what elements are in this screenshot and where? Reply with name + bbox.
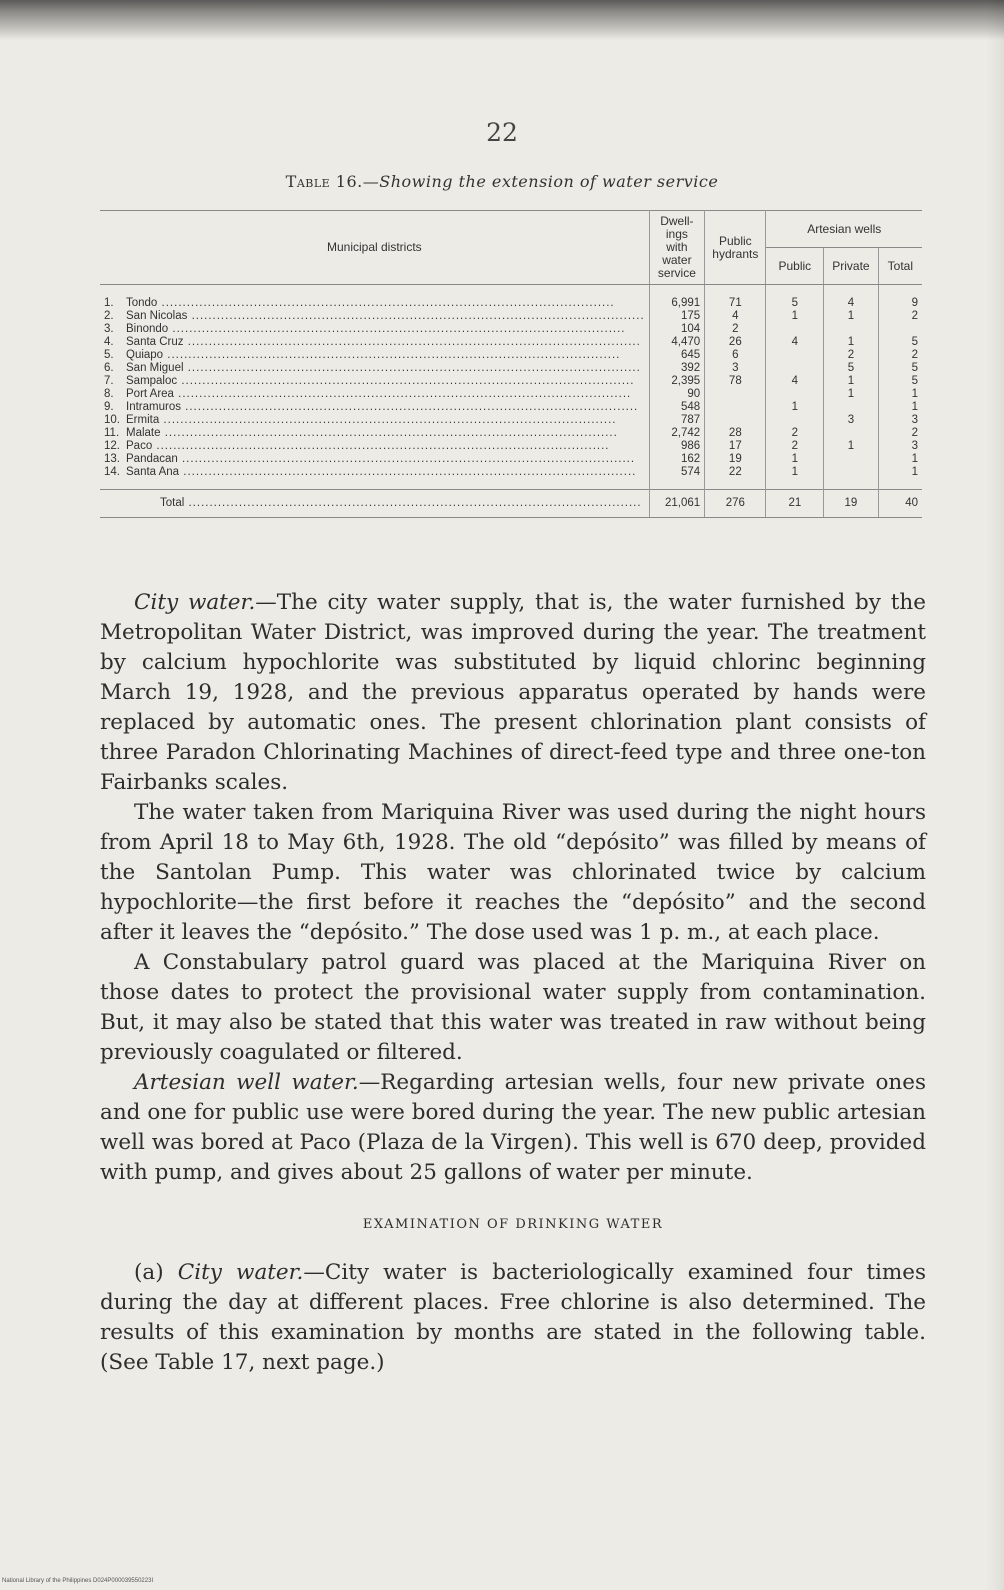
table-row — [100, 388, 922, 401]
hydrants-cell: 22 — [705, 466, 766, 490]
paragraph-artesian-text: —Regarding artesian wells, four new private ones and one for public use were bored during the year. The new public artesian well was bored at Paco (Plaza de la Virgen). This well is 670 deep, provided with pump, and gives about 25 gallons of water per minute. — [100, 1070, 927, 1185]
dwellings-cell: 645 — [649, 349, 705, 362]
public-cell: 4 — [766, 336, 824, 349]
district-cell — [100, 375, 649, 388]
dwellings-cell: 392 — [649, 362, 705, 375]
private-cell: 1 — [824, 310, 879, 323]
total-cell: 2 — [911, 310, 918, 322]
total-private: 19 — [824, 490, 879, 518]
table-row — [100, 336, 922, 349]
private-cell — [824, 453, 879, 466]
row-number: 1. — [104, 297, 114, 309]
hydrants-cell: 78 — [705, 375, 766, 388]
table-row — [100, 453, 922, 466]
total-hydrants: 276 — [705, 490, 766, 518]
dwellings-cell: 574 — [649, 466, 705, 490]
private-cell — [824, 401, 879, 414]
public-cell: 2 — [766, 440, 824, 453]
total-cell: 2 — [911, 427, 918, 439]
table-row — [100, 285, 922, 311]
row-number: 2. — [104, 310, 114, 322]
section-heading: EXAMINATION OF DRINKING WATER — [362, 1217, 664, 1232]
row-number: 8. — [104, 388, 114, 400]
row-number: 5. — [104, 349, 114, 361]
total-cell: 5 — [911, 336, 918, 348]
paragraph-city-water-text: —The city water supply, that is, the water furnished by the Metropolitan Water District, was improved during the year. The treatment by calcium hypochlorite was substituted by liquid chlorinc beginning March 19, 1928, and the previous apparatus operated by hands were replaced by automatic ones. The present chlorination plant consists of three Paradon Chlorinating Machines of direct-feed type and three one-ton Fairbanks scales. — [100, 590, 926, 795]
scan-top-edge — [0, 0, 1004, 40]
total-cell: 1 — [911, 453, 918, 465]
public-cell: 1 — [766, 310, 824, 323]
district-name: Pandacan — [126, 453, 178, 465]
body-text — [100, 588, 926, 1378]
public-cell — [766, 323, 824, 336]
paragraph-prefix: (a) — [134, 1260, 178, 1285]
district-name: Tondo — [126, 297, 158, 309]
header-artesian-private: Private — [824, 248, 879, 285]
library-footer-note: National Library of the Philippines D024P000039550223I — [2, 1578, 154, 1584]
public-cell — [766, 349, 824, 362]
paragraph-mariquina-river: The water taken from Mariquina River was used during the night hours from April 18 to May 6th, 1928. The old “depósito” was filled by means of the Santolan Pump. This water was chlorinated twice by calcium hypochlorite—the first before it reaches the “depósito” and the second after it leaves the “depósito.” The dose used was 1 p. m., at each place. — [100, 800, 926, 945]
public-cell: 1 — [766, 453, 824, 466]
private-cell: 1 — [824, 336, 879, 349]
district-cell — [100, 388, 649, 401]
district-cell — [100, 427, 649, 440]
total-cell: 9 — [911, 297, 918, 309]
row-number: 3. — [104, 323, 114, 335]
private-cell: 1 — [824, 375, 879, 388]
private-cell: 2 — [824, 349, 879, 362]
total-cell: 5 — [911, 375, 918, 387]
total-label: Total — [160, 497, 185, 509]
total-cell: 3 — [911, 414, 918, 426]
district-name: Port Area — [126, 388, 174, 400]
row-number: 12. — [104, 440, 120, 452]
hydrants-cell: 26 — [705, 336, 766, 349]
table-caption — [0, 172, 1004, 191]
table-row — [100, 362, 922, 375]
district-cell — [100, 466, 649, 490]
private-cell — [824, 323, 879, 336]
district-name: San Nicolas — [126, 310, 188, 322]
table-body — [100, 285, 922, 490]
dwellings-cell: 986 — [649, 440, 705, 453]
private-cell: 5 — [824, 362, 879, 375]
district-cell — [100, 323, 649, 336]
private-cell — [824, 427, 879, 440]
district-name: Binondo — [126, 323, 169, 335]
public-cell: 2 — [766, 427, 824, 440]
paragraph-examination-city-water — [100, 1258, 926, 1378]
public-cell: 4 — [766, 375, 824, 388]
row-number: 14. — [104, 466, 120, 478]
total-cell: 1 — [911, 466, 918, 478]
table-row — [100, 349, 922, 362]
private-cell: 4 — [824, 285, 879, 311]
district-cell — [100, 336, 649, 349]
public-cell: 1 — [766, 466, 824, 490]
row-number: 10. — [104, 414, 120, 426]
district-name: Paco — [126, 440, 153, 452]
district-name: Ermita — [126, 414, 160, 426]
header-public-hydrants: Public hydrants — [705, 211, 766, 285]
table-row — [100, 375, 922, 388]
run-in-heading-artesian-well-water: Artesian well water. — [134, 1070, 359, 1095]
dwellings-cell: 162 — [649, 453, 705, 466]
public-cell — [766, 388, 824, 401]
row-number: 11. — [104, 427, 120, 439]
district-cell — [100, 401, 649, 414]
total-total: 40 — [878, 490, 922, 518]
district-name: Intramuros — [126, 401, 181, 413]
total-public: 21 — [766, 490, 824, 518]
table-row — [100, 414, 922, 427]
district-cell — [100, 440, 649, 453]
row-number: 9. — [104, 401, 114, 413]
hydrants-cell: 4 — [705, 310, 766, 323]
district-cell — [100, 362, 649, 375]
total-cell: 1 — [911, 388, 918, 400]
hydrants-cell: 71 — [705, 285, 766, 311]
table-row — [100, 323, 922, 336]
hydrants-cell: 3 — [705, 362, 766, 375]
district-cell — [100, 310, 649, 323]
district-cell — [100, 414, 649, 427]
hydrants-cell — [705, 414, 766, 427]
dwellings-cell: 6,991 — [649, 285, 705, 311]
row-number: 13. — [104, 453, 120, 465]
table-total-row — [100, 490, 922, 518]
table-caption-text: —Showing the extension of water service — [362, 172, 719, 191]
page-number: 22 — [486, 118, 518, 147]
district-cell — [100, 349, 649, 362]
hydrants-cell: 6 — [705, 349, 766, 362]
total-dwellings: 21,061 — [649, 490, 705, 518]
total-cell: 1 — [911, 401, 918, 413]
row-number: 4. — [104, 336, 114, 348]
hydrants-cell: 19 — [705, 453, 766, 466]
private-cell: 1 — [824, 440, 879, 453]
table-row — [100, 440, 922, 453]
total-cell: 5 — [911, 362, 918, 374]
district-name: Sampaloc — [126, 375, 178, 387]
table-row — [100, 401, 922, 414]
paragraph-city-water — [100, 588, 926, 798]
row-number: 7. — [104, 375, 114, 387]
scan-right-edge — [986, 0, 1004, 1590]
public-cell — [766, 414, 824, 427]
dwellings-cell: 2,395 — [649, 375, 705, 388]
dwellings-cell: 90 — [649, 388, 705, 401]
dwellings-cell: 2,742 — [649, 427, 705, 440]
private-cell: 3 — [824, 414, 879, 427]
table-row — [100, 466, 922, 490]
district-name: Santa Ana — [126, 466, 180, 478]
public-cell: 5 — [766, 285, 824, 311]
header-artesian-public: Public — [766, 248, 824, 285]
dwellings-cell: 104 — [649, 323, 705, 336]
total-cell: 2 — [911, 349, 918, 361]
hydrants-cell — [705, 401, 766, 414]
hydrants-cell: 17 — [705, 440, 766, 453]
header-artesian-wells: Artesian wells — [766, 211, 922, 248]
dwellings-cell: 787 — [649, 414, 705, 427]
header-artesian-total: Total — [878, 248, 922, 285]
table-caption-label: Table 16. — [285, 172, 363, 191]
dwellings-cell: 548 — [649, 401, 705, 414]
water-service-table — [100, 210, 922, 518]
private-cell — [824, 466, 879, 490]
table-row — [100, 310, 922, 323]
paragraph-artesian-well-water — [100, 1068, 926, 1188]
header-dwellings: Dwell-ings with water service — [649, 211, 705, 285]
total-cell: 3 — [911, 440, 918, 452]
hydrants-cell — [705, 388, 766, 401]
private-cell: 1 — [824, 388, 879, 401]
paragraph-constabulary-guard: A Constabulary patrol guard was placed at the Mariquina River on those dates to protect the provisional water supply from contamination. But, it may also be stated that this water was treated in raw without being previously coagulated or filtered. — [100, 950, 926, 1065]
public-cell — [766, 362, 824, 375]
district-cell — [100, 453, 649, 466]
row-number: 6. — [104, 362, 114, 374]
total-cell — [878, 323, 922, 336]
district-name: Malate — [126, 427, 161, 439]
total-label-cell — [100, 490, 649, 518]
run-in-heading-exam-city-water: City water. — [177, 1260, 304, 1285]
run-in-heading-city-water: City water. — [134, 590, 256, 615]
district-cell — [100, 285, 649, 311]
paragraph-exam-text: —City water is bacteriologically examined four times during the day at different places. Free chlorine is also determined. The results of this examination by months are stated in the following table. (See Table 17, next page.) — [100, 1260, 926, 1375]
table-row — [100, 427, 922, 440]
district-name: Santa Cruz — [126, 336, 184, 348]
dwellings-cell: 175 — [649, 310, 705, 323]
dwellings-cell: 4,470 — [649, 336, 705, 349]
district-name: San Miguel — [126, 362, 184, 374]
hydrants-cell: 2 — [705, 323, 766, 336]
hydrants-cell: 28 — [705, 427, 766, 440]
header-municipal-districts: Municipal districts — [100, 211, 649, 285]
public-cell: 1 — [766, 401, 824, 414]
district-name: Quiapo — [126, 349, 164, 361]
